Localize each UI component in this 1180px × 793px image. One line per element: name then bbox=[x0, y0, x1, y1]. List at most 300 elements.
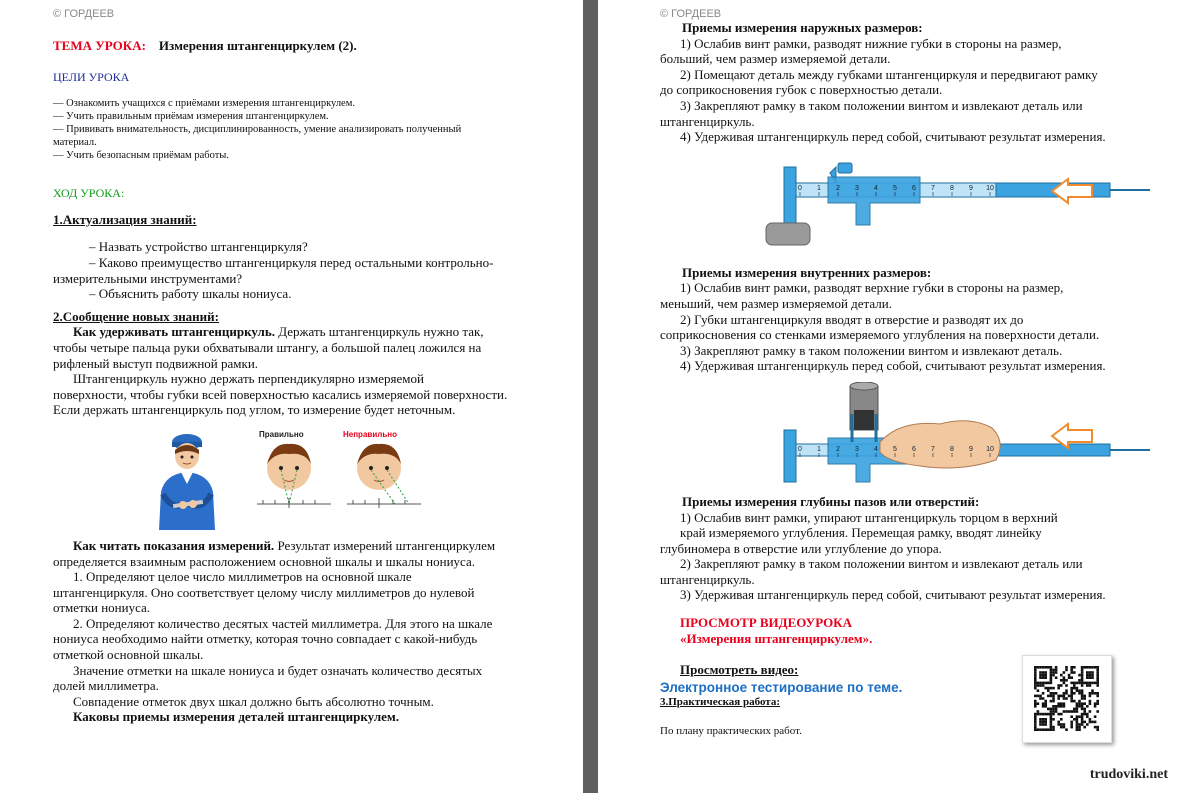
scale-number: 2 bbox=[836, 184, 840, 192]
qr-module bbox=[1044, 723, 1047, 726]
qr-module bbox=[1086, 671, 1089, 674]
qr-module bbox=[1057, 697, 1060, 700]
practical-text: По плану практических работ. bbox=[660, 724, 802, 737]
qr-module bbox=[1083, 721, 1086, 724]
goals-heading: ЦЕЛИ УРОКА bbox=[53, 69, 130, 84]
qr-module bbox=[1063, 676, 1066, 679]
qr-module bbox=[1052, 671, 1055, 674]
qr-module bbox=[1081, 689, 1084, 692]
text-line: штангенциркуль. bbox=[660, 113, 755, 129]
text-line: отметкой основной шкалы. bbox=[53, 647, 204, 663]
qr-module bbox=[1044, 728, 1047, 731]
qr-module bbox=[1055, 666, 1058, 669]
hold-bold: Как удерживать штангенциркуль. bbox=[73, 324, 275, 340]
text-line: 1) Ослабив винт рамки, упирают штангенциркуль торцом в верхний bbox=[680, 509, 1058, 525]
qr-module bbox=[1060, 674, 1063, 677]
qr-module bbox=[1070, 710, 1073, 713]
qr-module bbox=[1089, 666, 1092, 669]
qr-module bbox=[1083, 710, 1086, 713]
qr-module bbox=[1042, 666, 1045, 669]
qr-module bbox=[1096, 676, 1099, 679]
qr-module bbox=[1063, 705, 1066, 708]
qr-module bbox=[1034, 676, 1037, 679]
text-line: меньший, чем размер измеряемой детали. bbox=[660, 295, 892, 311]
qr-module bbox=[1047, 682, 1050, 685]
qr-module bbox=[1063, 697, 1066, 700]
qr-module bbox=[1078, 700, 1081, 703]
qr-module bbox=[1081, 713, 1084, 716]
scale-number: 8 bbox=[950, 445, 954, 453]
qr-module bbox=[1083, 695, 1086, 698]
qr-module bbox=[1050, 726, 1053, 729]
scale-number: 5 bbox=[893, 184, 897, 192]
qr-module bbox=[1037, 728, 1040, 731]
qr-module bbox=[1034, 726, 1037, 729]
qr-module bbox=[1060, 718, 1063, 721]
goal-item: материал. bbox=[53, 137, 97, 149]
qr-module bbox=[1050, 674, 1053, 677]
qr-module bbox=[1044, 721, 1047, 724]
qr-module bbox=[1076, 728, 1079, 731]
qr-module bbox=[1044, 674, 1047, 677]
qr-module bbox=[1070, 692, 1073, 695]
qr-module bbox=[1055, 710, 1058, 713]
qr-module bbox=[1094, 715, 1097, 718]
scale-number: 1 bbox=[817, 184, 821, 192]
qr-module bbox=[1076, 702, 1079, 705]
qr-module bbox=[1042, 682, 1045, 685]
qr-module bbox=[1094, 726, 1097, 729]
qr-module bbox=[1089, 695, 1092, 698]
qr-module bbox=[1042, 705, 1045, 708]
qr-module bbox=[1060, 684, 1063, 687]
qr-module bbox=[1050, 713, 1053, 716]
hold-paragraph bbox=[53, 324, 545, 340]
qr-module bbox=[1094, 666, 1097, 669]
watch-label[interactable]: Просмотреть видео: bbox=[680, 662, 799, 678]
qr-module bbox=[1081, 692, 1084, 695]
qr-module bbox=[1073, 687, 1076, 690]
qr-module bbox=[1070, 700, 1073, 703]
qr-module bbox=[1081, 682, 1084, 685]
qr-module bbox=[1094, 721, 1097, 724]
qr-module bbox=[1096, 692, 1099, 695]
text-line: 1) Ослабив винт рамки, разводят нижние губки в стороны на размер, bbox=[680, 35, 1062, 51]
qr-module bbox=[1042, 718, 1045, 721]
qr-module bbox=[1052, 705, 1055, 708]
qr-module bbox=[1076, 723, 1079, 726]
list-item: – Объяснить работу шкалы нониуса. bbox=[89, 286, 292, 302]
qr-module bbox=[1086, 705, 1089, 708]
scale-number: 5 bbox=[893, 445, 897, 453]
qr-module bbox=[1052, 708, 1055, 711]
qr-module bbox=[1068, 676, 1071, 679]
qr-module bbox=[1068, 674, 1071, 677]
methods-heading: Каковы приемы измерения деталей штангенциркулем. bbox=[73, 709, 399, 725]
qr-module bbox=[1057, 705, 1060, 708]
qr-module bbox=[1076, 710, 1079, 713]
qr-module bbox=[1094, 702, 1097, 705]
scale-number: 0 bbox=[798, 184, 802, 192]
qr-module bbox=[1050, 666, 1053, 669]
text-line: штангенциркуль. bbox=[660, 571, 755, 587]
text-line: 3) Закрепляют рамку в таком положении винтом и извлекают деталь. bbox=[680, 342, 1063, 358]
qr-module bbox=[1096, 684, 1099, 687]
qr-module bbox=[1083, 697, 1086, 700]
qr-module bbox=[1073, 671, 1076, 674]
e-test-link[interactable]: Электронное тестирование по теме. bbox=[660, 679, 903, 695]
qr-module bbox=[1044, 676, 1047, 679]
qr-module bbox=[1055, 671, 1058, 674]
qr-module bbox=[1050, 676, 1053, 679]
qr-module bbox=[1039, 718, 1042, 721]
qr-module bbox=[1047, 708, 1050, 711]
qr-module bbox=[1037, 689, 1040, 692]
text-line: до соприкосновения губок с поверхностью детали. bbox=[660, 82, 943, 98]
list-item: – Назвать устройство штангенциркуля? bbox=[89, 239, 308, 255]
text-line: глубиномера в отверстие или углубление до упора. bbox=[660, 540, 942, 556]
qr-module bbox=[1050, 679, 1053, 682]
qr-module bbox=[1050, 721, 1053, 724]
qr-module bbox=[1083, 708, 1086, 711]
qr-module bbox=[1070, 669, 1073, 672]
outer-title: Приемы измерения наружных размеров: bbox=[682, 20, 923, 35]
qr-module bbox=[1037, 702, 1040, 705]
scale-number: 4 bbox=[874, 445, 878, 453]
text-line: 2. Определяют количество десятых частей миллиметра. Для этого на шкале bbox=[73, 615, 493, 631]
qr-module bbox=[1091, 721, 1094, 724]
qr-module bbox=[1034, 702, 1037, 705]
qr-module bbox=[1042, 692, 1045, 695]
qr-module bbox=[1086, 676, 1089, 679]
label-wrong: Неправильно bbox=[343, 429, 397, 439]
qr-module bbox=[1078, 682, 1081, 685]
qr-module bbox=[1034, 713, 1037, 716]
qr-module bbox=[1091, 676, 1094, 679]
qr-module bbox=[1052, 713, 1055, 716]
qr-module bbox=[1050, 692, 1053, 695]
qr-module bbox=[1076, 705, 1079, 708]
qr-module bbox=[1042, 723, 1045, 726]
scale-number: 3 bbox=[855, 445, 859, 453]
qr-module bbox=[1081, 674, 1084, 677]
qr-module bbox=[1057, 687, 1060, 690]
qr-module bbox=[1037, 666, 1040, 669]
qr-module bbox=[1050, 718, 1053, 721]
scale-number: 7 bbox=[931, 184, 935, 192]
qr-module bbox=[1081, 702, 1084, 705]
scale-number: 9 bbox=[969, 184, 973, 192]
qr-module bbox=[1039, 697, 1042, 700]
copyright: © ГОРДЕЕВ bbox=[53, 8, 115, 20]
qr-module bbox=[1044, 713, 1047, 716]
qr-module bbox=[1094, 705, 1097, 708]
qr-module bbox=[1096, 679, 1099, 682]
topic-label: ТЕМА УРОКА: bbox=[53, 38, 146, 53]
qr-module bbox=[1070, 671, 1073, 674]
qr-code[interactable] bbox=[1022, 655, 1112, 743]
text-line: долей миллиметра. bbox=[53, 678, 159, 694]
qr-module bbox=[1096, 700, 1099, 703]
qr-module bbox=[1078, 702, 1081, 705]
scale-number: 8 bbox=[950, 184, 954, 192]
text-line: 2) Закрепляют рамку в таком положении винтом и извлекают деталь или bbox=[680, 556, 1083, 572]
qr-module bbox=[1089, 692, 1092, 695]
qr-module bbox=[1078, 705, 1081, 708]
qr-module bbox=[1068, 710, 1071, 713]
qr-module bbox=[1076, 708, 1079, 711]
qr-module bbox=[1089, 721, 1092, 724]
qr-module bbox=[1042, 721, 1045, 724]
scale-number: 6 bbox=[912, 184, 916, 192]
worker-figure bbox=[53, 429, 543, 534]
text-line: Совпадение отметок двух шкал должно быть абсолютно точным. bbox=[73, 693, 434, 709]
qr-module bbox=[1039, 682, 1042, 685]
qr-module bbox=[1034, 669, 1037, 672]
qr-module bbox=[1057, 684, 1060, 687]
left-page bbox=[0, 0, 583, 793]
qr-module bbox=[1044, 718, 1047, 721]
text-line: поверхности, чтобы губки всей поверхностью касались измеряемой поверхности. bbox=[53, 386, 508, 402]
goals-list bbox=[53, 97, 545, 162]
qr-module bbox=[1044, 671, 1047, 674]
qr-module bbox=[1096, 674, 1099, 677]
qr-module bbox=[1073, 682, 1076, 685]
qr-module bbox=[1037, 713, 1040, 716]
qr-module bbox=[1034, 705, 1037, 708]
scale-number: 7 bbox=[931, 445, 935, 453]
qr-module bbox=[1091, 692, 1094, 695]
watermark: trudoviki.net bbox=[1089, 767, 1168, 782]
qr-code-icon bbox=[1023, 656, 1111, 742]
qr-module bbox=[1096, 695, 1099, 698]
qr-module bbox=[1094, 682, 1097, 685]
list-item: – Каково преимущество штангенциркуля перед остальными контрольно- bbox=[89, 254, 494, 270]
qr-module bbox=[1047, 713, 1050, 716]
qr-module bbox=[1052, 692, 1055, 695]
qr-module bbox=[1039, 666, 1042, 669]
qr-module bbox=[1050, 710, 1053, 713]
qr-module bbox=[1083, 713, 1086, 716]
qr-module bbox=[1081, 684, 1084, 687]
qr-module bbox=[1065, 692, 1068, 695]
qr-module bbox=[1052, 674, 1055, 677]
qr-module bbox=[1086, 674, 1089, 677]
scale-number: 10 bbox=[986, 184, 994, 192]
qr-module bbox=[1065, 684, 1068, 687]
qr-module bbox=[1078, 726, 1081, 729]
text-line: Штангенциркуль нужно держать перпендикулярно измеряемой bbox=[73, 371, 424, 387]
qr-module bbox=[1047, 728, 1050, 731]
qr-module bbox=[1034, 666, 1037, 669]
text-line: 2) Помещают деталь между губками штангенциркуля и передвигают рамку bbox=[680, 66, 1098, 82]
qr-module bbox=[1055, 669, 1058, 672]
qr-module bbox=[1050, 682, 1053, 685]
goal-item: — Учить правильным приёмам измерения штангенциркулем. bbox=[53, 111, 329, 123]
hold-rest: Держать штангенциркуль нужно так, bbox=[274, 324, 484, 340]
qr-module bbox=[1078, 692, 1081, 695]
qr-module bbox=[1034, 700, 1037, 703]
qr-module bbox=[1063, 726, 1066, 729]
qr-module bbox=[1089, 702, 1092, 705]
qr-module bbox=[1060, 723, 1063, 726]
qr-module bbox=[1052, 718, 1055, 721]
qr-module bbox=[1076, 726, 1079, 729]
qr-module bbox=[1065, 669, 1068, 672]
qr-module bbox=[1063, 692, 1066, 695]
qr-module bbox=[1052, 700, 1055, 703]
qr-module bbox=[1042, 684, 1045, 687]
qr-module bbox=[1063, 702, 1066, 705]
qr-module bbox=[1070, 676, 1073, 679]
qr-module bbox=[1076, 718, 1079, 721]
qr-module bbox=[1063, 682, 1066, 685]
text-line: 2) Губки штангенциркуля вводят в отверстие и разводят их до bbox=[680, 311, 1024, 327]
qr-module bbox=[1081, 721, 1084, 724]
qr-module bbox=[1078, 674, 1081, 677]
qr-module bbox=[1039, 676, 1042, 679]
qr-module bbox=[1096, 726, 1099, 729]
qr-module bbox=[1070, 715, 1073, 718]
qr-module bbox=[1078, 715, 1081, 718]
qr-module bbox=[1034, 715, 1037, 718]
goal-item: — Прививать внимательность, дисциплинированность, умение анализировать полученный bbox=[53, 124, 462, 136]
qr-module bbox=[1034, 721, 1037, 724]
course-heading: ХОД УРОКА: bbox=[53, 186, 125, 201]
qr-module bbox=[1073, 684, 1076, 687]
qr-module bbox=[1052, 697, 1055, 700]
qr-module bbox=[1057, 713, 1060, 716]
qr-module bbox=[1063, 695, 1066, 698]
qr-module bbox=[1063, 723, 1066, 726]
qr-module bbox=[1073, 666, 1076, 669]
qr-module bbox=[1070, 695, 1073, 698]
text-line: 1. Определяют целое число миллиметров на основной шкале bbox=[73, 569, 412, 585]
text-line: 1) Ослабив винт рамки, разводят верхние губки в стороны на размер, bbox=[680, 280, 1064, 296]
qr-module bbox=[1042, 728, 1045, 731]
read-rest: Результат измерений штангенциркулем bbox=[274, 537, 496, 553]
caliper-outer-figure bbox=[660, 157, 1152, 257]
video-title: ПРОСМОТР ВИДЕОУРОКА bbox=[680, 615, 852, 631]
qr-module bbox=[1050, 669, 1053, 672]
qr-module bbox=[1034, 671, 1037, 674]
qr-module bbox=[1065, 728, 1068, 731]
qr-module bbox=[1070, 687, 1073, 690]
qr-module bbox=[1047, 689, 1050, 692]
qr-module bbox=[1039, 723, 1042, 726]
qr-module bbox=[1039, 728, 1042, 731]
qr-module bbox=[1063, 671, 1066, 674]
qr-module bbox=[1047, 666, 1050, 669]
qr-module bbox=[1086, 715, 1089, 718]
qr-module bbox=[1050, 723, 1053, 726]
qr-module bbox=[1034, 723, 1037, 726]
scale-number: 1 bbox=[817, 445, 821, 453]
qr-module bbox=[1037, 710, 1040, 713]
qr-module bbox=[1070, 682, 1073, 685]
qr-module bbox=[1086, 723, 1089, 726]
text-line: Значение отметки на шкале нониуса и будет означать количество десятых bbox=[73, 662, 483, 678]
qr-module bbox=[1060, 726, 1063, 729]
qr-module bbox=[1044, 702, 1047, 705]
qr-module bbox=[1091, 682, 1094, 685]
read-bold: Как читать показания измерений. bbox=[73, 537, 275, 553]
qr-module bbox=[1070, 721, 1073, 724]
qr-module bbox=[1060, 679, 1063, 682]
qr-module bbox=[1096, 671, 1099, 674]
qr-module bbox=[1096, 669, 1099, 672]
qr-module bbox=[1039, 721, 1042, 724]
qr-module bbox=[1073, 692, 1076, 695]
qr-module bbox=[1073, 708, 1076, 711]
qr-module bbox=[1081, 669, 1084, 672]
qr-module bbox=[1089, 718, 1092, 721]
qr-module bbox=[1050, 671, 1053, 674]
qr-module bbox=[1070, 723, 1073, 726]
qr-module bbox=[1052, 726, 1055, 729]
qr-module bbox=[1042, 702, 1045, 705]
text-line: 4) Удерживая штангенциркуль перед собой, считывают результат измерения. bbox=[680, 358, 1106, 374]
qr-module bbox=[1096, 682, 1099, 685]
qr-module bbox=[1039, 713, 1042, 716]
qr-module bbox=[1078, 723, 1081, 726]
qr-module bbox=[1050, 687, 1053, 690]
text-line: Если держать штангенциркуль под углом, то измерение будет неточным. bbox=[53, 402, 456, 418]
qr-module bbox=[1065, 666, 1068, 669]
qr-module bbox=[1060, 705, 1063, 708]
scale-number: 4 bbox=[874, 184, 878, 192]
qr-module bbox=[1050, 695, 1053, 698]
goal-item: — Учить безопасным приёмам работы. bbox=[53, 150, 229, 162]
qr-module bbox=[1081, 705, 1084, 708]
qr-module bbox=[1050, 700, 1053, 703]
qr-module bbox=[1070, 666, 1073, 669]
page-gutter bbox=[583, 0, 598, 793]
text-line: соприкосновения со стенками измеряемого углубления на поверхности детали. bbox=[660, 327, 1100, 343]
qr-module bbox=[1096, 702, 1099, 705]
qr-module bbox=[1083, 702, 1086, 705]
qr-module bbox=[1065, 697, 1068, 700]
qr-module bbox=[1086, 684, 1089, 687]
qr-module bbox=[1081, 715, 1084, 718]
qr-module bbox=[1086, 682, 1089, 685]
qr-module bbox=[1037, 684, 1040, 687]
scale-number: 3 bbox=[855, 184, 859, 192]
qr-module bbox=[1070, 697, 1073, 700]
video-subtitle[interactable]: «Измерения штангенциркулем». bbox=[680, 630, 873, 646]
qr-module bbox=[1070, 689, 1073, 692]
label-correct: Правильно bbox=[259, 429, 304, 439]
qr-module bbox=[1063, 710, 1066, 713]
qr-module bbox=[1060, 702, 1063, 705]
qr-module bbox=[1037, 695, 1040, 698]
qr-module bbox=[1096, 710, 1099, 713]
qr-module bbox=[1091, 674, 1094, 677]
qr-module bbox=[1052, 687, 1055, 690]
text-line: больший, чем размер измеряемой детали. bbox=[660, 51, 891, 67]
copyright: © ГОРДЕЕВ bbox=[660, 8, 722, 20]
qr-module bbox=[1034, 682, 1037, 685]
text-line: определяется взаимным расположением основной шкалы и шкалы нониуса. bbox=[53, 553, 475, 569]
scale-number: 10 bbox=[986, 445, 994, 453]
qr-module bbox=[1073, 700, 1076, 703]
qr-module bbox=[1039, 695, 1042, 698]
qr-module bbox=[1052, 669, 1055, 672]
qr-module bbox=[1070, 726, 1073, 729]
qr-module bbox=[1044, 700, 1047, 703]
scale-number: 9 bbox=[969, 445, 973, 453]
qr-module bbox=[1055, 705, 1058, 708]
